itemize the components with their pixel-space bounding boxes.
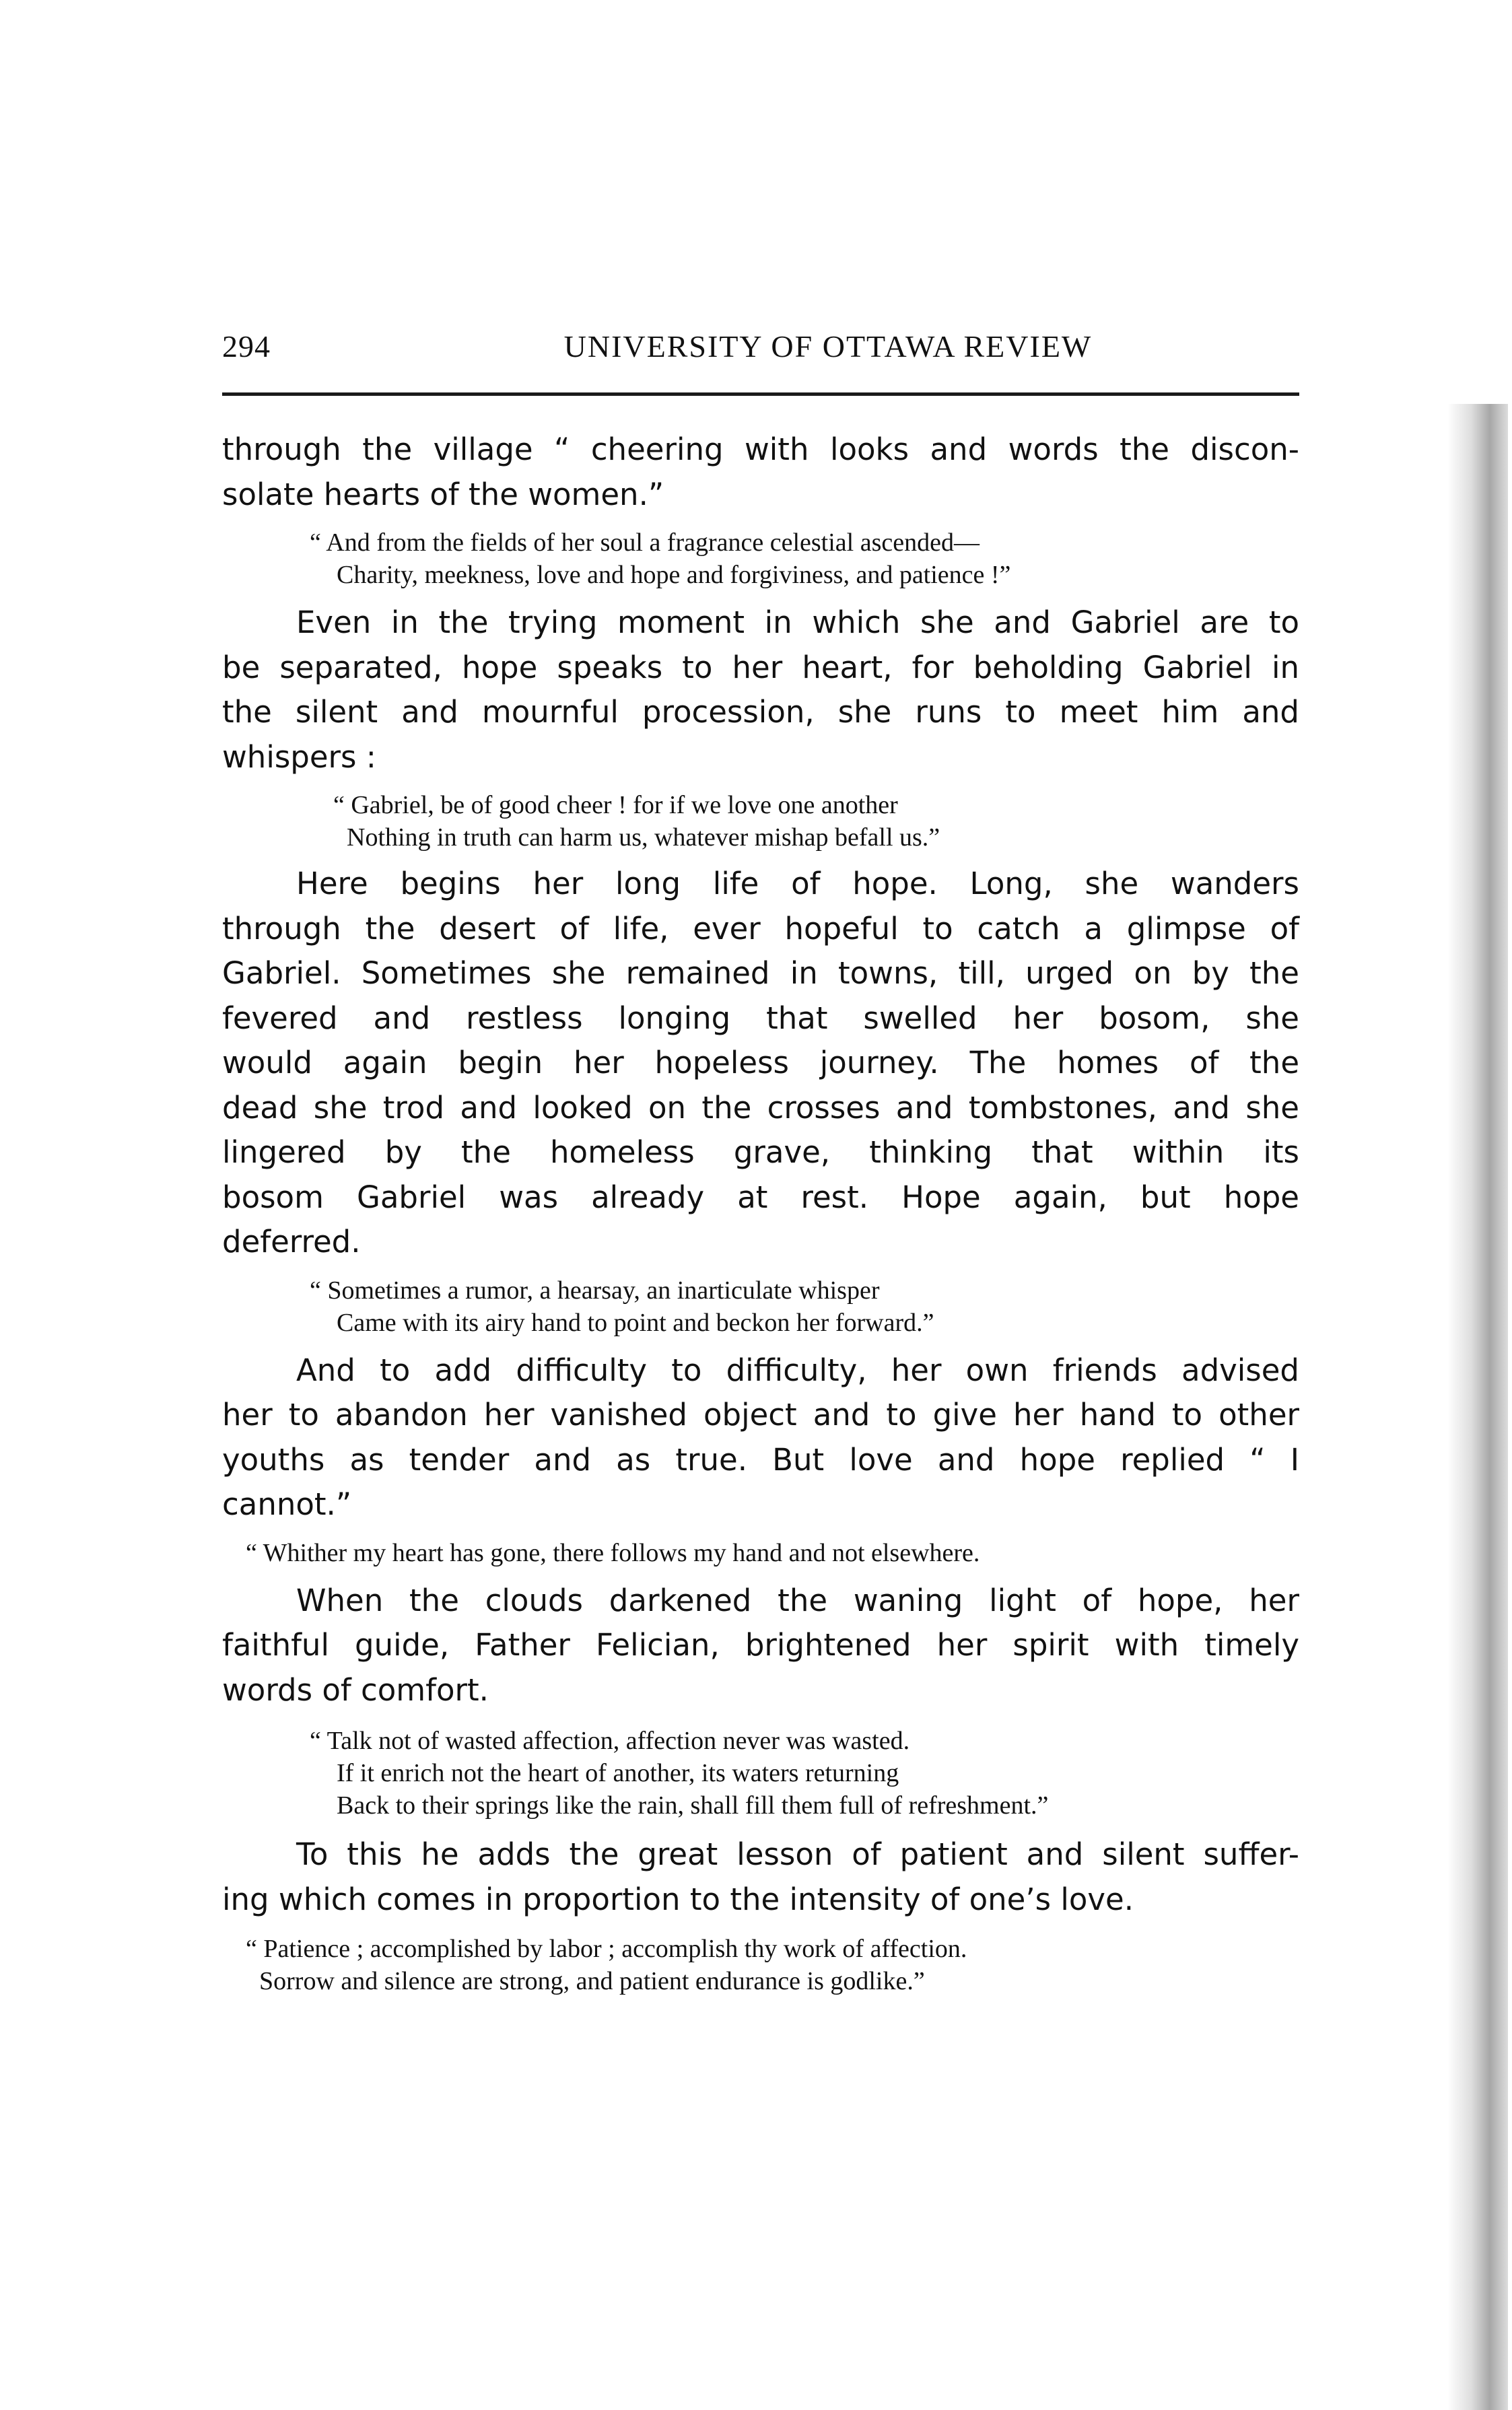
text-line: When the clouds darkened the waning light of hope, her: [296, 1582, 1299, 1618]
paragraph: [222, 1832, 1299, 1922]
verse-quote: [310, 526, 1299, 591]
text-line: deferred.: [222, 1224, 361, 1260]
verse-quote: [310, 1725, 1299, 1822]
text-line: words of comfort.: [222, 1672, 489, 1708]
paragraph: [222, 1579, 1299, 1713]
text-line: ing which comes in proportion to the intensity of one’s love.: [222, 1881, 1134, 1917]
paragraph: [222, 1348, 1299, 1527]
verse-line: Charity, meekness, love and hope and forgiviness, and patience !”: [337, 561, 1011, 589]
verse-quote: [333, 789, 1299, 854]
page-header: [222, 329, 1299, 376]
text-line: lingered by the homeless grave, thinking that within its: [222, 1134, 1299, 1170]
text-line: her to abandon her vanished object and to give her hand to other: [222, 1397, 1299, 1433]
verse-line: Nothing in truth can harm us, whatever mishap befall us.”: [347, 823, 940, 852]
paragraph: [222, 427, 1299, 517]
text-line: fevered and restless longing that swelled her bosom, she: [222, 1000, 1299, 1036]
verse-line: “ Sometimes a rumor, a hearsay, an inarticulate whisper: [310, 1276, 880, 1305]
verse-line: Back to their springs like the rain, shall fill them full of refreshment.”: [337, 1791, 1049, 1820]
text-line: through the desert of life, ever hopeful to catch a glimpse of: [222, 910, 1299, 946]
verse-line: “ Patience ; accomplished by labor ; accomplish thy work of affection.: [246, 1935, 967, 1963]
verse-line: “ And from the fields of her soul a fragrance celestial ascended—: [310, 528, 980, 557]
text-line: Here begins her long life of hope. Long, she wanders: [296, 866, 1299, 901]
running-head: UNIVERSITY OF OTTAWA REVIEW: [563, 329, 1093, 364]
text-line: Even in the trying moment in which she and Gabriel are to: [296, 605, 1299, 640]
text-line: cannot.”: [222, 1486, 352, 1522]
verse-quote: [246, 1537, 1299, 1569]
text-line: faithful guide, Father Felician, brightened her spirit with timely: [222, 1627, 1299, 1663]
page-number: 294: [222, 329, 271, 364]
text-line: To this he adds the great lesson of patient and silent suffer-: [296, 1836, 1299, 1872]
text-line: whispers :: [222, 738, 376, 775]
verse-quote: [246, 1933, 1299, 1997]
verse-line: “ Gabriel, be of good cheer ! for if we love one another: [333, 791, 898, 819]
verse-line: “ Whither my heart has gone, there follows my hand and not elsewhere.: [246, 1538, 980, 1567]
text-line: the silent and mournful procession, she runs to meet him and: [222, 694, 1299, 730]
text-line: Gabriel. Sometimes she remained in towns, till, urged on by the: [222, 955, 1299, 991]
body-text: [222, 427, 1299, 1997]
text-line: would again begin her hopeless journey. The homes of the: [222, 1045, 1299, 1080]
verse-line: Sorrow and silence are strong, and patient endurance is godlike.”: [259, 1967, 925, 1995]
text-line: be separated, hope speaks to her heart, for beholding Gabriel in: [222, 649, 1299, 685]
text-line: through the village “ cheering with looks and words the discon-: [222, 432, 1299, 467]
verse-line: If it enrich not the heart of another, its waters returning: [337, 1759, 899, 1787]
header-rule: [222, 392, 1299, 396]
page-edge-shadow: [1447, 404, 1508, 2410]
paragraph: [222, 600, 1299, 780]
text-line: And to add difficulty to difficulty, her own friends advised: [296, 1352, 1299, 1388]
text-line: solate hearts of the women.”: [222, 476, 664, 512]
text-line: bosom Gabriel was already at rest. Hope again, but hope: [222, 1179, 1299, 1215]
verse-line: Came with its airy hand to point and beckon her forward.”: [337, 1308, 934, 1337]
text-line: youths as tender and as true. But love and hope replied “ I: [222, 1441, 1299, 1478]
paragraph: [222, 862, 1299, 1265]
text-line: dead she trod and looked on the crosses and tombstones, and she: [222, 1089, 1299, 1126]
verse-line: “ Talk not of wasted affection, affection never was wasted.: [310, 1727, 910, 1755]
verse-quote: [310, 1274, 1299, 1339]
